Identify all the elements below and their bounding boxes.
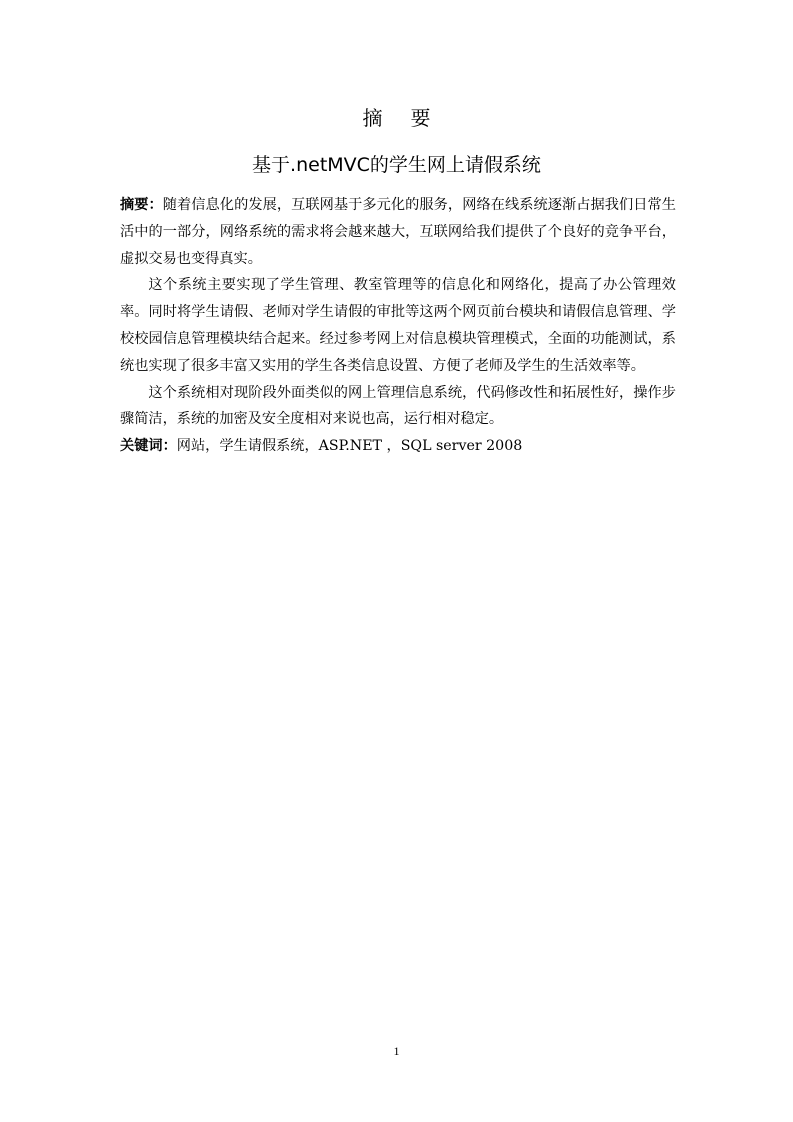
page-number: 1 — [393, 1044, 400, 1058]
keywords-label: 关键词： — [120, 438, 177, 455]
abstract-paragraph-1 — [120, 192, 676, 272]
abstract-label: 摘要： — [120, 197, 163, 213]
abstract-body — [120, 192, 676, 460]
abstract-paragraph-2: 这个系统主要实现了学生管理、教室管理等的信息化和网络化，提高了办公管理效率。同时将学生请假、老师对学生请假的审批等这两个网页前台模块和请假信息管理、学校校园信息管理模块结合起来。经过参考网上对信息模块管理模式，全面的功能测试，系统也实现了很多丰富又实用的学生各类信息设置、方便了老师及学生的生活效率等。 — [120, 277, 676, 374]
thesis-title: 基于.netMVC的学生网上请假系统 — [252, 154, 541, 176]
keywords-value: 网站，学生请假系统，ASP.NET ，SQL server 2008 — [176, 438, 523, 455]
abstract-paragraph-1-text: 随着信息化的发展，互联网基于多元化的服务，网络在线系统逐渐占据我们日常生活中的一部分，网络系统的需求将会越来越大，互联网给我们提供了个良好的竞争平台，虚拟交易也变得真实。 — [120, 197, 676, 267]
keywords-line — [120, 433, 676, 460]
page-title: 摘要 — [362, 106, 459, 130]
abstract-paragraph-3: 这个系统相对现阶段外面类似的网上管理信息系统，代码修改性和拓展性好，操作步骤简洁，系统的加密及安全度相对来说也高，运行相对稳定。 — [120, 384, 676, 428]
